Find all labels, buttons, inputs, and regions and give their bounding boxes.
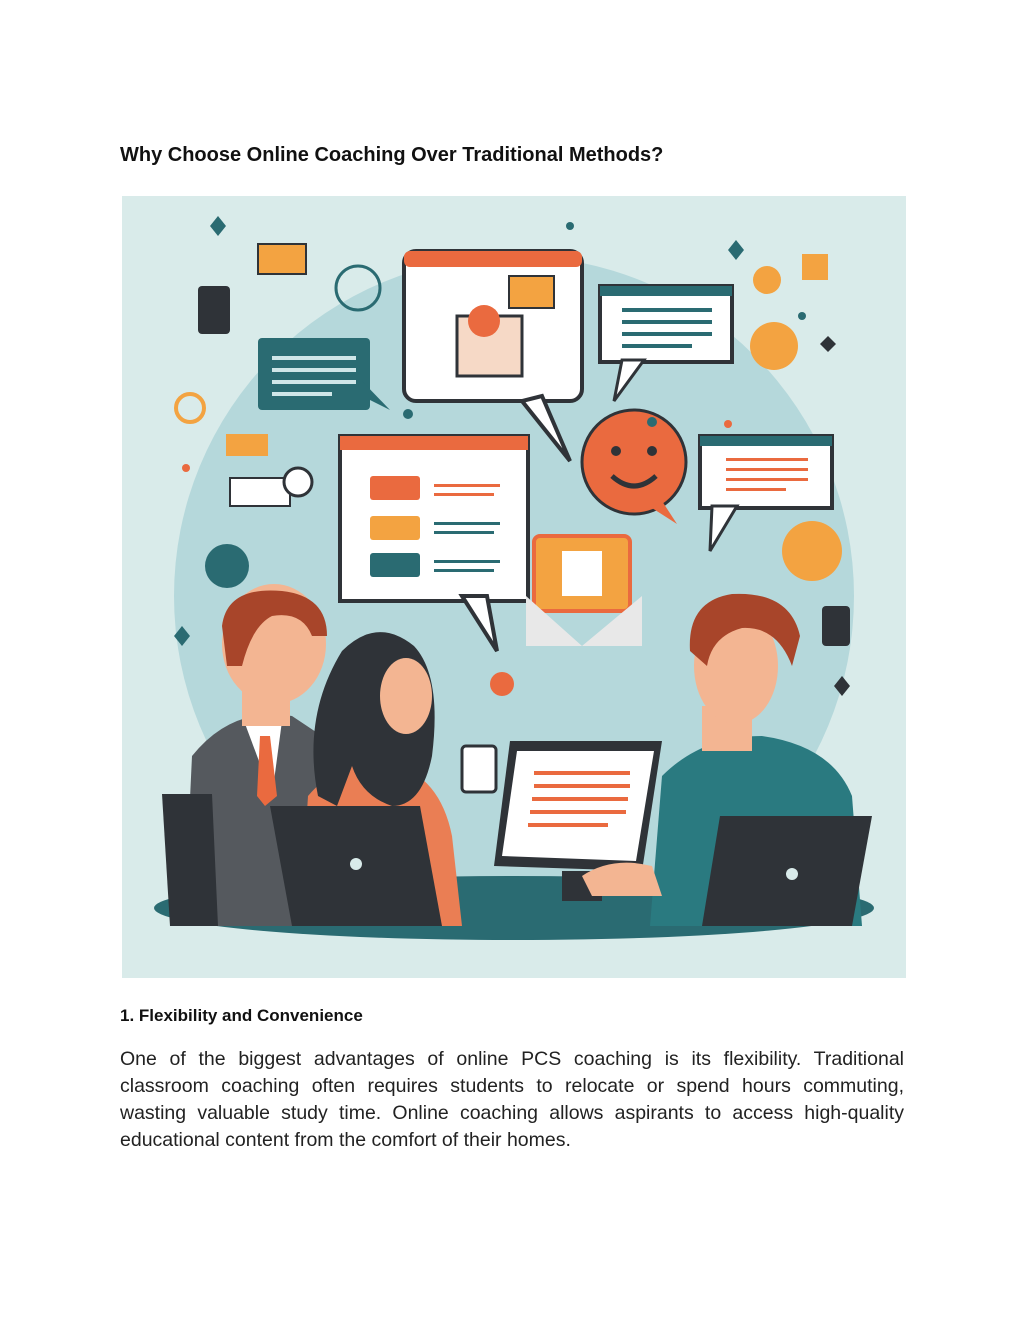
- illustration-graphic: [122, 196, 906, 978]
- laptop-right: [702, 816, 872, 926]
- section-heading: 1. Flexibility and Convenience: [120, 1006, 363, 1025]
- online-coaching-illustration: [122, 196, 906, 978]
- page-title: Why Choose Online Coaching Over Traditional Methods?: [120, 144, 664, 166]
- section-paragraph: One of the biggest advantages of online PCS coaching is its flexibility. Traditional classroom coaching often requires students to relocate or spend hours commuting, wasting valuable study time. Online coaching allows aspirants to access high-quality educational content from the comfort of their homes.: [120, 1048, 904, 1151]
- badge-icon: [782, 521, 842, 581]
- laptop-left: [270, 806, 442, 926]
- avatar-icon: [205, 544, 249, 588]
